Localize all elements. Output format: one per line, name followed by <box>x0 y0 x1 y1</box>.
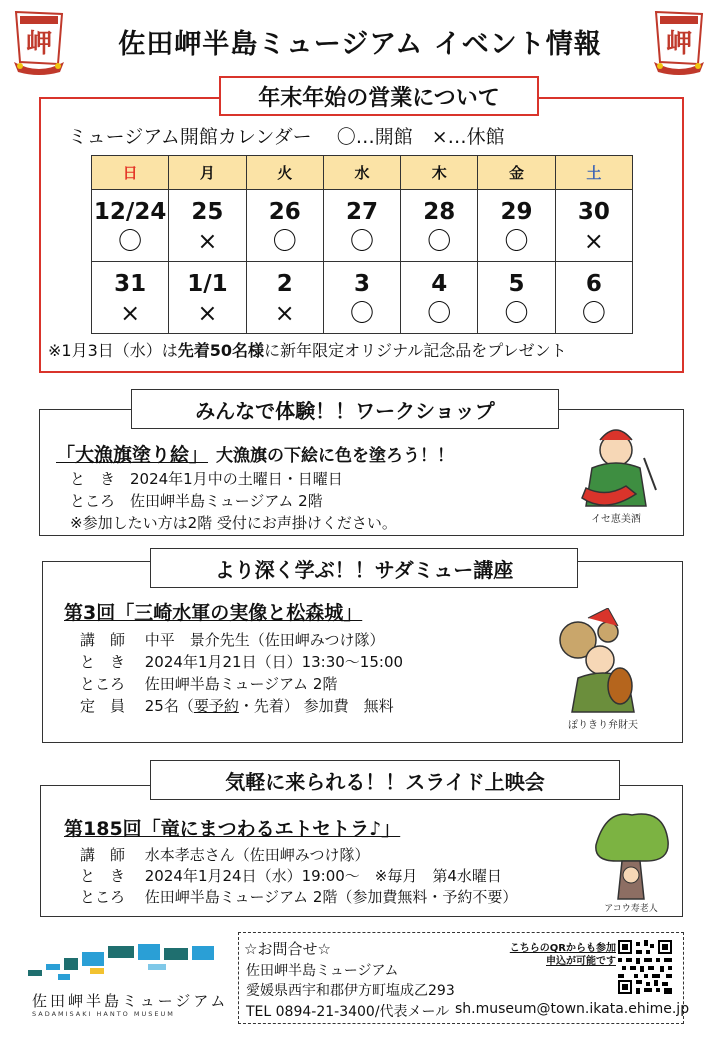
weekday-tue: 火 <box>246 156 323 190</box>
contact-tel: TEL 0894-21-3400/代表メール <box>246 1004 450 1020</box>
museum-logo-icon <box>28 944 218 982</box>
cell-day: 2 <box>276 270 293 297</box>
calendar-weekday-row <box>92 156 633 190</box>
cell-day: 29 <box>500 198 533 225</box>
workshop-note: ※参加したい方は2階 受付にお声掛けください。 <box>70 514 397 532</box>
workshop-subtitle: 大漁旗の下絵に色を塗ろう！！ <box>216 446 455 466</box>
slideshow-where: ところ 佐田岬半島ミュージアム 2階（参加費無料・予約不要） <box>80 888 518 906</box>
cell-mark: × <box>274 298 295 327</box>
museum-logo-name: 佐田岬半島ミュージアム <box>32 992 229 1010</box>
cell-mark: 〇 <box>272 226 297 255</box>
workshop-title-line <box>56 440 454 467</box>
workshop-where: ところ 佐田岬半島ミュージアム 2階 <box>70 492 323 510</box>
cell-mark: 〇 <box>349 298 374 327</box>
slideshow-when: と き 2024年1月24日（水）19:00～ ※毎月 第4水曜日 <box>80 867 502 885</box>
workshop-when: と き 2024年1月中の土曜日・日曜日 <box>70 470 343 488</box>
cell-mark: 〇 <box>427 298 452 327</box>
treasure-ship-icon-right <box>650 6 708 78</box>
cell-mark: × <box>583 226 604 255</box>
lecture-when: と き 2024年1月21日（日）13:30～15:00 <box>80 653 404 671</box>
weekday-wed: 水 <box>323 156 400 190</box>
cell-day: 3 <box>353 270 370 297</box>
cell-mark: 〇 <box>581 298 606 327</box>
lecture-capacity-pre: 定 員 25名（ <box>80 697 194 715</box>
cell-mark: 〇 <box>427 226 452 255</box>
calendar-cell <box>555 190 632 262</box>
workshop-title: 「大漁旗塗り絵」 <box>56 444 209 466</box>
lecture-capacity-post: ・先着） 参加費 無料 <box>238 697 394 715</box>
weekday-sun: 日 <box>92 156 169 190</box>
cell-mark: 〇 <box>504 226 529 255</box>
present-note-post: に新年限定オリジナル記念品をプレゼント <box>264 341 567 360</box>
benzaiten-illustration <box>548 608 658 733</box>
weekday-fri: 金 <box>478 156 555 190</box>
lecture-where: ところ 佐田岬半島ミュージアム 2階 <box>80 675 338 693</box>
slideshow-title: 第185回「竜にまつわるエトセトラ♪」 <box>64 818 401 840</box>
calendar-cell <box>169 190 246 262</box>
qr-code-icon[interactable] <box>618 940 672 994</box>
weekday-mon: 月 <box>169 156 246 190</box>
akou-caption: アコウ寿老人 <box>604 904 658 914</box>
lecture-heading: より深く学ぶ！！サダミュー講座 <box>150 548 578 588</box>
cell-mark: × <box>120 298 141 327</box>
akou-jurojin-illustration <box>586 805 676 915</box>
slideshow-heading: 気軽に来られる！！スライド上映会 <box>150 760 620 800</box>
ebisu-illustration <box>566 418 666 528</box>
benzaiten-caption: ぽりきり弁財天 <box>568 720 638 731</box>
lecture-capacity-reservation: 要予約 <box>193 697 239 715</box>
lecture-title: 第3回「三崎水軍の実像と松森城」 <box>64 602 363 624</box>
weekday-thu: 木 <box>401 156 478 190</box>
calendar-week <box>92 262 633 334</box>
present-note-pre: ※1月3日（水）は <box>48 341 178 360</box>
weekday-sat: 土 <box>555 156 632 190</box>
contact-heading: ☆お問合せ☆ <box>244 940 331 958</box>
page-title: 佐田岬半島ミュージアム イベント情報 <box>118 29 602 60</box>
new-year-heading: 年末年始の営業について <box>219 76 539 116</box>
cell-mark: 〇 <box>504 298 529 327</box>
calendar-week <box>92 190 633 262</box>
calendar-cell <box>401 190 478 262</box>
cell-mark: 〇 <box>349 226 374 255</box>
ebisu-caption: イセ恵美酒 <box>591 514 641 525</box>
calendar-cell <box>92 262 169 334</box>
lecture-lecturer: 講 師 中平 景介先生（佐田岬みつけ隊） <box>80 631 385 649</box>
calendar-cell <box>246 262 323 334</box>
calendar-cell <box>169 262 246 334</box>
calendar-cell <box>401 262 478 334</box>
present-note-bold: 先着50名様 <box>177 341 265 360</box>
qr-note: こちらのQRからも参加申込が可能です <box>509 943 616 967</box>
museum-logo-name-en: SADAMISAKI HANTO MUSEUM <box>32 1010 175 1018</box>
calendar-cell <box>92 190 169 262</box>
calendar-cell <box>478 190 555 262</box>
cell-day: 25 <box>191 198 224 225</box>
contact-email[interactable]: sh.museum@town.ikata.ehime.jp <box>455 1001 690 1017</box>
contact-name: 佐田岬半島ミュージアム <box>246 963 399 979</box>
cell-day: 4 <box>431 270 448 297</box>
cell-day: 1/1 <box>187 270 228 297</box>
ship-flag-text: 岬 <box>665 29 693 59</box>
cell-day: 27 <box>345 198 378 225</box>
ship-flag-text: 岬 <box>25 29 53 59</box>
cell-day: 26 <box>268 198 301 225</box>
calendar-cell <box>323 190 400 262</box>
calendar-cell <box>478 262 555 334</box>
workshop-heading: みんなで体験！！ワークショップ <box>131 389 559 429</box>
calendar-caption: ミュージアム開館カレンダー 〇…開館 ×…休館 <box>68 126 505 148</box>
present-note <box>48 338 678 361</box>
cell-mark: 〇 <box>118 226 143 255</box>
lecture-capacity <box>80 695 394 716</box>
cell-day: 31 <box>114 270 147 297</box>
cell-mark: × <box>197 298 218 327</box>
calendar-cell <box>323 262 400 334</box>
opening-calendar <box>91 155 633 334</box>
calendar-cell <box>555 262 632 334</box>
cell-mark: × <box>197 226 218 255</box>
cell-day: 5 <box>508 270 525 297</box>
cell-day: 28 <box>423 198 456 225</box>
cell-day: 30 <box>577 198 610 225</box>
calendar-cell <box>246 190 323 262</box>
cell-day: 12/24 <box>93 198 167 225</box>
cell-day: 6 <box>585 270 602 297</box>
contact-address: 愛媛県西宇和郡伊方町塩成乙293 <box>246 983 455 999</box>
treasure-ship-icon-left <box>10 6 68 78</box>
slideshow-lecturer: 講 師 水本孝志さん（佐田岬みつけ隊） <box>80 846 370 864</box>
